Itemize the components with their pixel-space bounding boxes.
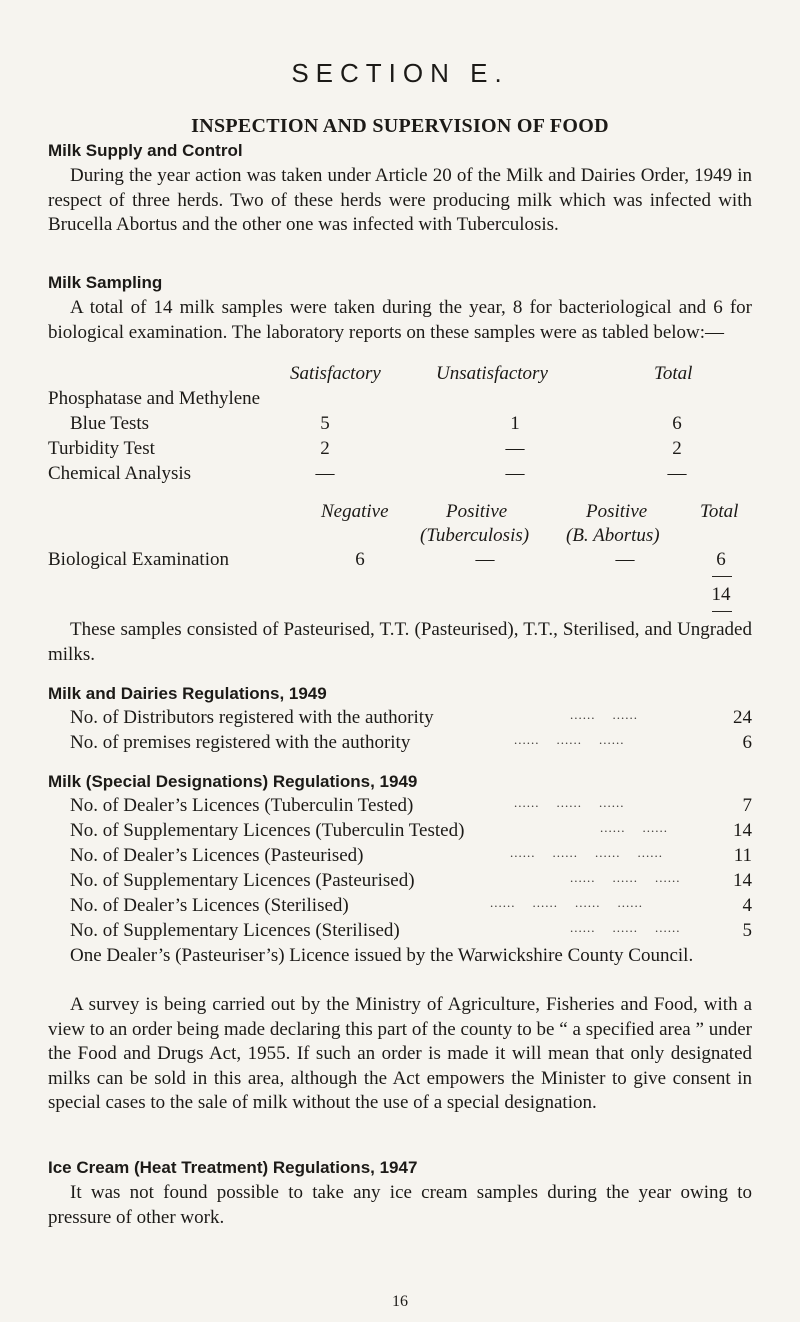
- cell-total: 2: [672, 438, 682, 459]
- list-item: [70, 820, 752, 845]
- leader-dots: ...... ...... ......: [514, 732, 625, 747]
- leader-dots: ...... ...... ......: [570, 920, 681, 935]
- item-value: 14: [733, 870, 752, 891]
- cell-positive-ba: —: [615, 549, 635, 570]
- cell-positive-tb: —: [475, 549, 495, 570]
- milk-supply-heading: Milk Supply and Control: [48, 141, 243, 160]
- item-label: No. of Dealer’s Licences (Pasteurised): [70, 845, 364, 866]
- survey-text: A survey is being carried out by the Ministry of Agriculture, Fisheries and Food, with a view to an order being made declaring this part of the county to be “ a specified area ” under the Food and Drugs Act, 1955. If such an order is made it will mean that only designated milks can be sold in this area, although the Act empowers the Minister to give consent in special cases to the sale of milk without the use of a special designation.: [48, 994, 752, 1113]
- item-value: 7: [742, 795, 752, 816]
- cell-unsatisfactory: 1: [510, 413, 520, 434]
- milk-supply-text: During the year action was taken under Article 20 of the Milk and Dairies Order, 1949 in respect of three herds. Two of these herds were producing milk which was infected with Brucella Abortus and the other one was infected with Tuberculosis.: [48, 165, 752, 235]
- milk-supply-paragraph: [48, 164, 752, 238]
- item-value: 11: [733, 845, 752, 866]
- col-satisfactory: Satisfactory: [290, 363, 381, 384]
- page-number: 16: [392, 1293, 408, 1310]
- list-item: [70, 732, 752, 757]
- ice-cream-text: It was not found possible to take any ice cream samples during the year owing to pressure of other work.: [48, 1182, 752, 1228]
- main-title: INSPECTION AND SUPERVISION OF FOOD: [191, 115, 609, 137]
- row-label: Blue Tests: [70, 413, 150, 434]
- item-label: No. of Distributors registered with the authority: [70, 707, 434, 728]
- cell-total: 6: [672, 413, 682, 434]
- col-positive-tb-sub: (Tuberculosis): [420, 525, 530, 546]
- leader-dots: ...... ......: [570, 707, 638, 722]
- leader-dots: ...... ...... ......: [514, 795, 625, 810]
- milk-sampling-paragraph: [48, 296, 752, 345]
- cell-unsatisfactory: —: [505, 463, 525, 484]
- leader-dots: ...... ...... ...... ......: [510, 845, 663, 860]
- section-heading: SECTION E.: [291, 58, 509, 88]
- list-item: [70, 795, 752, 820]
- item-label: No. of Supplementary Licences (Pasteurised): [70, 870, 415, 891]
- samples-text: These samples consisted of Pasteurised, T.T. (Pasteurised), T.T., Sterilised, and Ungraded milks.: [48, 619, 752, 665]
- item-value: 6: [742, 732, 752, 753]
- item-value: 24: [733, 707, 752, 728]
- col-total: Total: [700, 501, 739, 522]
- cell-negative: 6: [355, 549, 365, 570]
- licence-text: One Dealer’s (Pasteuriser’s) Licence issued by the Warwickshire County Council.: [70, 945, 694, 966]
- list-item: [70, 845, 752, 870]
- row-label: Chemical Analysis: [48, 463, 192, 484]
- cell-total: 6: [716, 549, 726, 570]
- cell-satisfactory: 5: [320, 413, 330, 434]
- item-value: 14: [733, 820, 752, 841]
- item-value: 5: [742, 920, 752, 941]
- row-label: Phosphatase and Methylene: [48, 388, 261, 409]
- row-label: Turbidity Test: [48, 438, 155, 459]
- leader-dots: ...... ...... ...... ......: [490, 895, 643, 910]
- leader-dots: ...... ...... ......: [570, 870, 681, 885]
- item-label: No. of Dealer’s Licences (Tuberculin Tested): [70, 795, 414, 816]
- divider: [712, 611, 732, 612]
- item-label: No. of premises registered with the authority: [70, 732, 411, 753]
- col-positive-tb: Positive: [446, 501, 508, 522]
- milk-sampling-text: A total of 14 milk samples were taken during the year, 8 for bacteriological and 6 for biological examination. The laboratory reports on these samples were as tabled below:—: [48, 297, 752, 343]
- cell-satisfactory: —: [315, 463, 335, 484]
- list-item: [70, 920, 752, 945]
- divider: [712, 576, 732, 577]
- list-item: [70, 870, 752, 895]
- licence-paragraph: [48, 944, 752, 969]
- item-label: No. of Dealer’s Licences (Sterilised): [70, 895, 349, 916]
- ice-cream-heading: Ice Cream (Heat Treatment) Regulations, 1947: [48, 1158, 418, 1177]
- cell-satisfactory: 2: [320, 438, 330, 459]
- dairies-regs-heading: Milk and Dairies Regulations, 1949: [48, 684, 327, 703]
- list-item: [70, 895, 752, 920]
- ice-cream-paragraph: [48, 1181, 752, 1230]
- item-label: No. of Supplementary Licences (Tuberculin Tested): [70, 820, 465, 841]
- col-unsatisfactory: Unsatisfactory: [436, 363, 548, 384]
- grand-total: 14: [711, 584, 731, 605]
- milk-sampling-heading: Milk Sampling: [48, 273, 163, 292]
- col-total: Total: [654, 363, 693, 384]
- cell-unsatisfactory: —: [505, 438, 525, 459]
- cell-total: —: [667, 463, 687, 484]
- survey-paragraph: [48, 993, 752, 1116]
- special-designations-heading: Milk (Special Designations) Regulations, 1949: [48, 772, 418, 791]
- col-negative: Negative: [321, 501, 389, 522]
- col-positive-ba: Positive: [586, 501, 648, 522]
- col-positive-ba-sub: (B. Abortus): [566, 525, 660, 546]
- item-label: No. of Supplementary Licences (Sterilised): [70, 920, 400, 941]
- row-label: Biological Examination: [48, 549, 229, 570]
- item-value: 4: [742, 895, 752, 916]
- samples-paragraph: [48, 618, 752, 667]
- list-item: [70, 707, 752, 732]
- leader-dots: ...... ......: [600, 820, 668, 835]
